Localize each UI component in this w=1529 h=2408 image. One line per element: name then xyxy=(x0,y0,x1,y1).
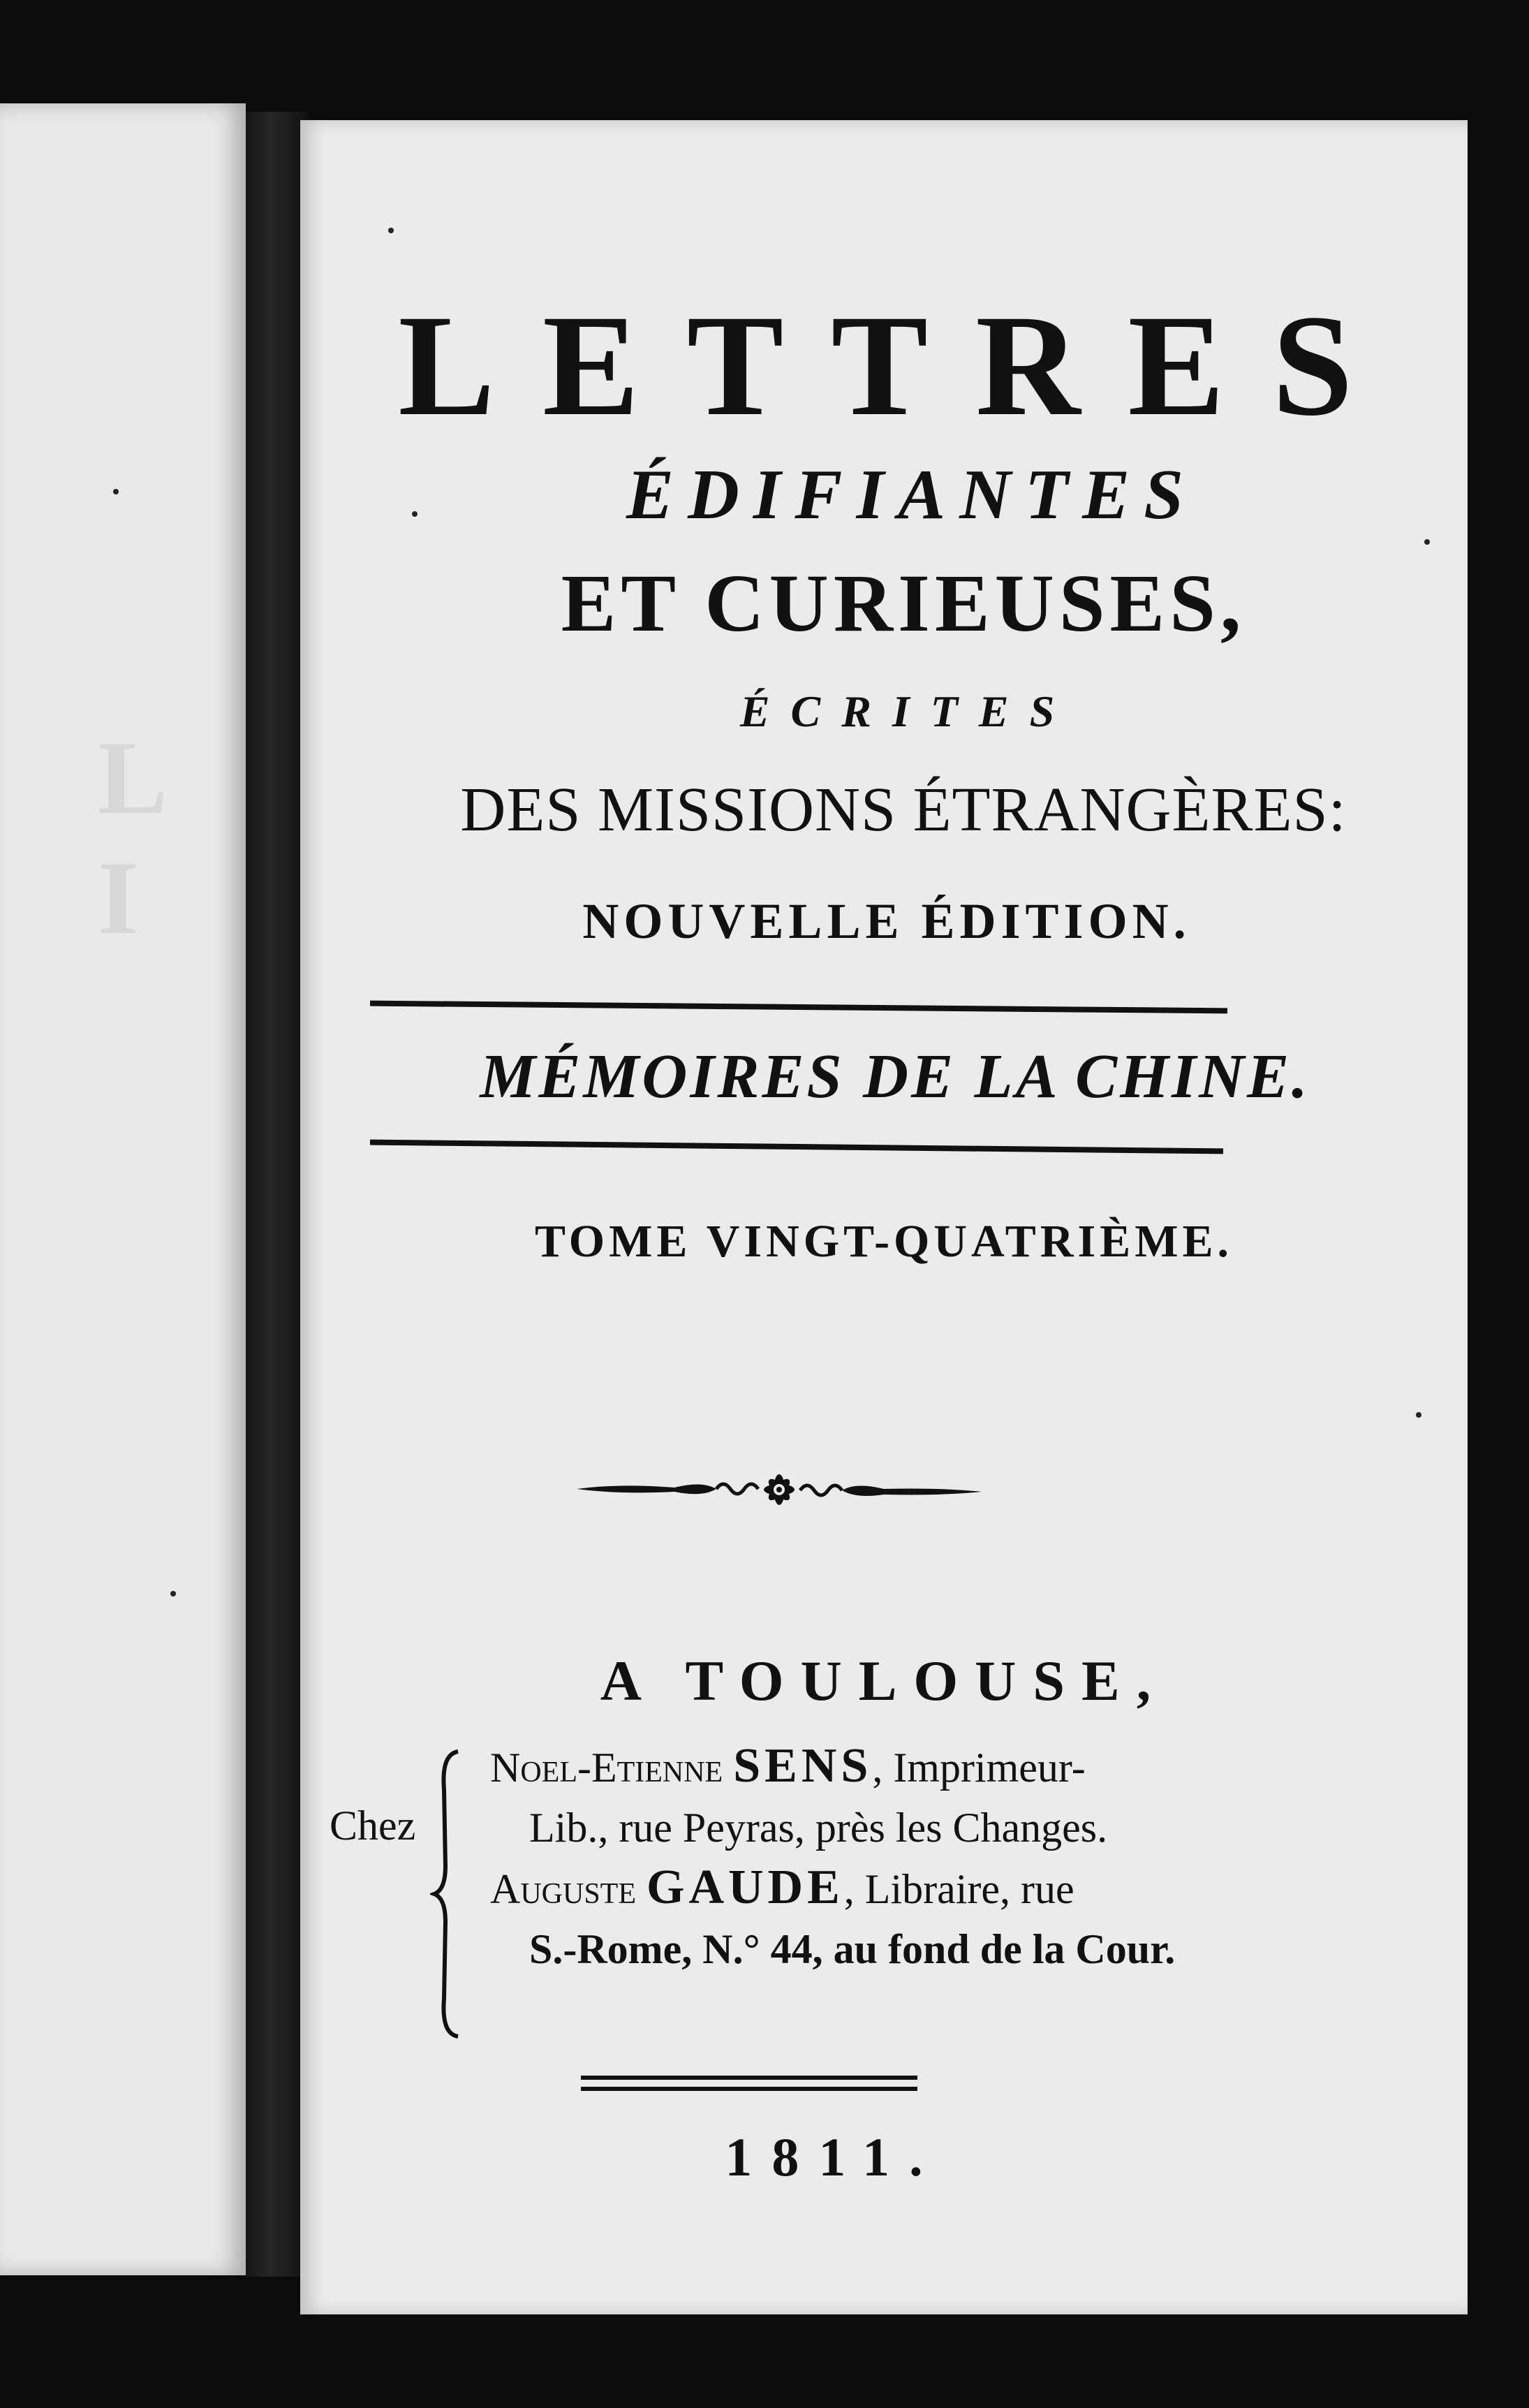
bookseller-address: S.-Rome, N.° 44, au fond de la Cour. xyxy=(529,1926,1176,1972)
printer-address: Lib., rue Peyras, près les Changes. xyxy=(529,1805,1108,1851)
edition-line: NOUVELLE ÉDITION. xyxy=(582,893,1191,949)
print-speck xyxy=(1424,539,1430,545)
print-speck xyxy=(170,1591,176,1596)
title-line-curieuses: ET CURIEUSES, xyxy=(561,557,1246,649)
divider-rule-bottom xyxy=(370,1140,1223,1154)
publication-year: 1811. xyxy=(725,2127,943,2187)
place-of-publication: A TOULOUSE, xyxy=(600,1649,1168,1712)
double-rule xyxy=(581,2076,917,2094)
printer-name: SENS xyxy=(733,1739,873,1793)
bookseller-role: , Libraire, rue xyxy=(843,1866,1074,1912)
brace-icon xyxy=(430,1747,465,2041)
print-speck xyxy=(412,511,418,517)
book-gutter xyxy=(246,112,309,2277)
title: LETTRES xyxy=(398,285,1401,446)
fleuron-ornament-icon xyxy=(577,1460,982,1520)
show-through-text: L I xyxy=(98,720,169,956)
printer-first-name: Noel-Etienne xyxy=(490,1745,723,1791)
imprint-bookseller-line xyxy=(490,1858,1251,1919)
title-page xyxy=(300,120,1468,2314)
title-line-edifiantes: ÉDIFIANTES xyxy=(626,455,1197,534)
subtitle: MÉMOIRES DE LA CHINE. xyxy=(480,1042,1310,1111)
imprint-block xyxy=(490,1736,1251,1979)
title-line-missions: DES MISSIONS ÉTRANGÈRES: xyxy=(460,775,1347,844)
volume-line: TOME VINGT-QUATRIÈME. xyxy=(534,1216,1234,1267)
divider-rule-top xyxy=(370,1001,1227,1014)
imprint-printer-line xyxy=(490,1736,1251,1798)
print-speck xyxy=(1416,1412,1421,1418)
print-speck xyxy=(388,228,394,233)
printer-role: , Imprimeur- xyxy=(872,1745,1086,1791)
chez-label: Chez xyxy=(330,1803,416,1849)
bookseller-first-name: Auguste xyxy=(490,1866,636,1912)
bookseller-name: GAUDE xyxy=(647,1860,844,1914)
print-speck xyxy=(113,489,119,494)
facing-page-edge xyxy=(0,103,246,2275)
title-line-ecrites: ÉCRITES xyxy=(739,687,1076,736)
